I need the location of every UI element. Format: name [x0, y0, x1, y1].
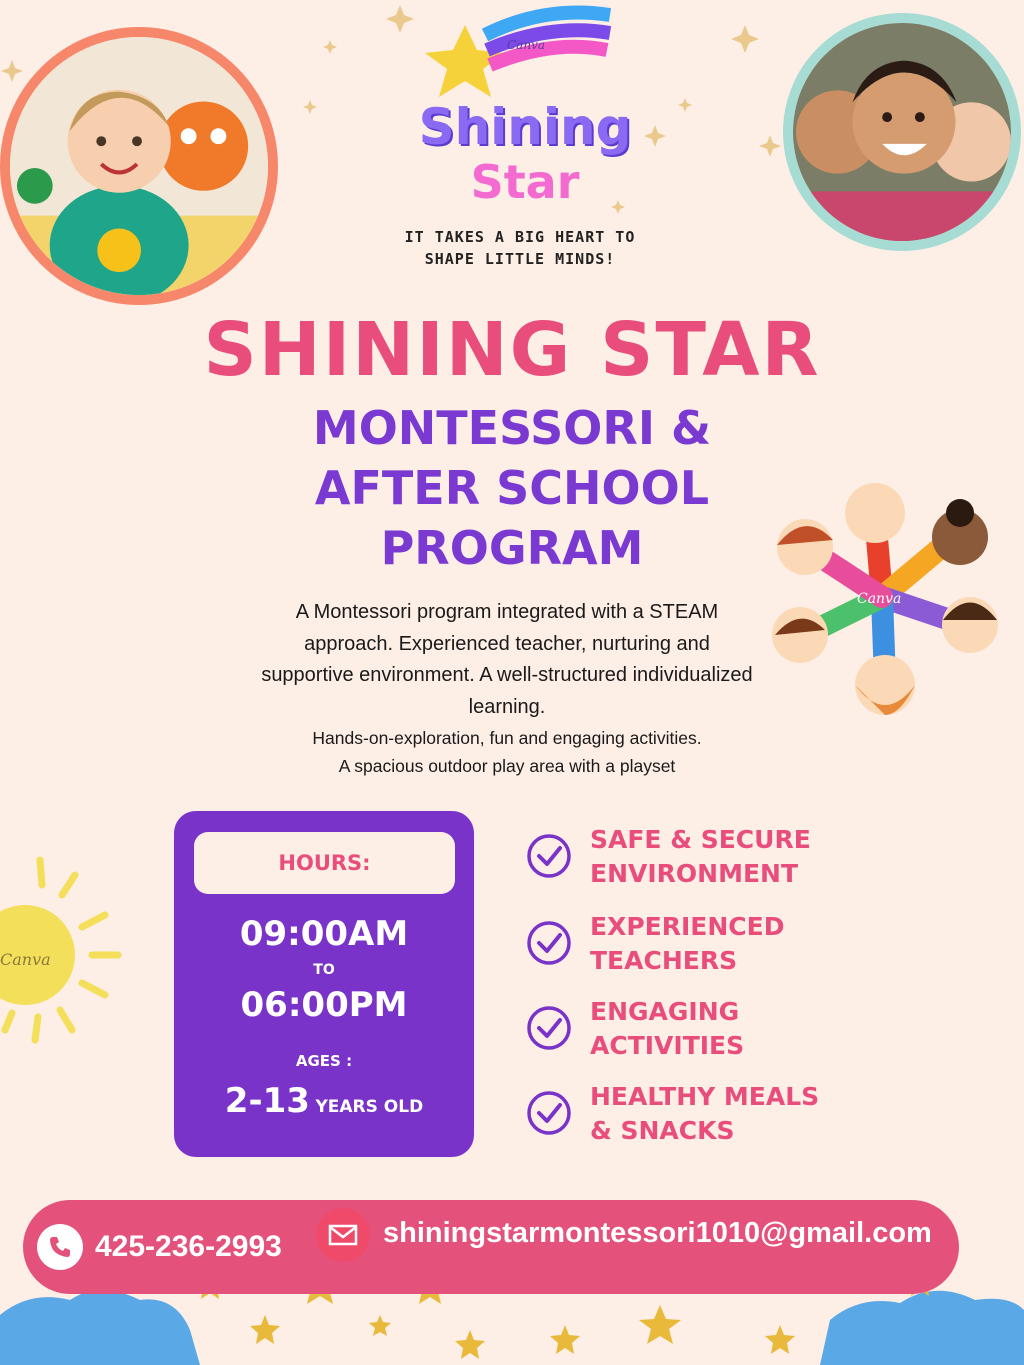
star-icon: [250, 1315, 280, 1344]
star-icon: [455, 1330, 485, 1359]
time-separator: TO: [313, 962, 335, 978]
svg-text:Canva: Canva: [857, 591, 902, 607]
sparkle-icon: [323, 40, 337, 54]
feature-line: ENGAGING: [590, 997, 740, 1026]
phone-icon: [37, 1224, 83, 1270]
sparkle-icon: [731, 25, 759, 53]
email-address[interactable]: shiningstarmontessori1010@gmail.com: [383, 1217, 932, 1249]
logo-shooting-star: [425, 5, 615, 105]
check-circle-icon: [526, 833, 572, 879]
hours-card: [174, 811, 474, 1157]
star-icon: [765, 1325, 795, 1354]
logo-title: Shining: [418, 98, 632, 156]
feature-item: [526, 1080, 856, 1150]
description-line: A spacious outdoor play area with a playset: [338, 756, 676, 776]
contact-bar: [23, 1200, 959, 1294]
star-icon: [550, 1325, 580, 1354]
feature-item: [526, 995, 856, 1065]
ages-unit: YEARS OLD: [315, 1097, 424, 1117]
feature-line: & SNACKS: [590, 1116, 735, 1145]
program-description: [257, 597, 757, 781]
hours-label: HOURS:: [194, 832, 455, 894]
svg-text:Canva: Canva: [0, 950, 51, 969]
feature-line: TEACHERS: [590, 946, 738, 975]
sparkle-icon: [759, 135, 781, 157]
check-circle-icon: [526, 920, 572, 966]
subtitle-line: PROGRAM: [380, 521, 644, 575]
star-icon: [369, 1315, 391, 1336]
ages-value: 2-13: [224, 1081, 310, 1121]
check-circle-icon: [526, 1090, 572, 1136]
feature-line: ACTIVITIES: [590, 1031, 745, 1060]
children-photo-right: [783, 13, 1021, 251]
feature-text: [590, 995, 870, 1063]
phone-number[interactable]: 425-236-2993: [95, 1230, 282, 1263]
program-subtitle: [212, 398, 812, 578]
feature-line: ENVIRONMENT: [590, 859, 799, 888]
feature-text: [590, 910, 870, 978]
feature-line: SAFE & SECURE: [590, 825, 811, 854]
sparkle-icon: [386, 5, 414, 33]
feature-text: [590, 1080, 870, 1148]
feature-text: [590, 823, 870, 891]
subtitle-line: MONTESSORI &: [312, 401, 712, 455]
page-title: SHINING STAR: [203, 307, 821, 393]
check-circle-icon: [526, 1005, 572, 1051]
opening-time: 09:00AM: [239, 914, 409, 954]
sun-illustration: [0, 855, 125, 1045]
kids-circle-illustration: [765, 475, 1000, 720]
ages-label: AGES :: [295, 1052, 353, 1070]
feature-line: HEALTHY MEALS: [590, 1082, 820, 1111]
description-main: A Montessori program integrated with a STEAM approach. Experienced teacher, nurturing and supportive environment. A well-structured individualized learning.: [261, 601, 753, 718]
mail-icon: [316, 1208, 370, 1262]
ages-range: [174, 1081, 474, 1121]
feature-line: EXPERIENCED: [590, 912, 785, 941]
sparkle-icon: [678, 98, 692, 112]
star-icon: [639, 1305, 681, 1344]
svg-text:Canva: Canva: [507, 38, 545, 52]
sparkle-icon: [1, 60, 23, 82]
logo-subtitle: Star: [470, 155, 580, 209]
description-line: Hands-on-exploration, fun and engaging activities.: [312, 728, 702, 748]
subtitle-line: AFTER SCHOOL: [314, 461, 710, 515]
feature-item: [526, 910, 856, 980]
tagline: IT TAKES A BIG HEART TO SHAPE LITTLE MINDS!: [404, 228, 636, 268]
sparkle-icon: [303, 100, 317, 114]
child-photo-left: [0, 27, 278, 305]
feature-item: [526, 823, 856, 893]
closing-time: 06:00PM: [240, 985, 408, 1025]
